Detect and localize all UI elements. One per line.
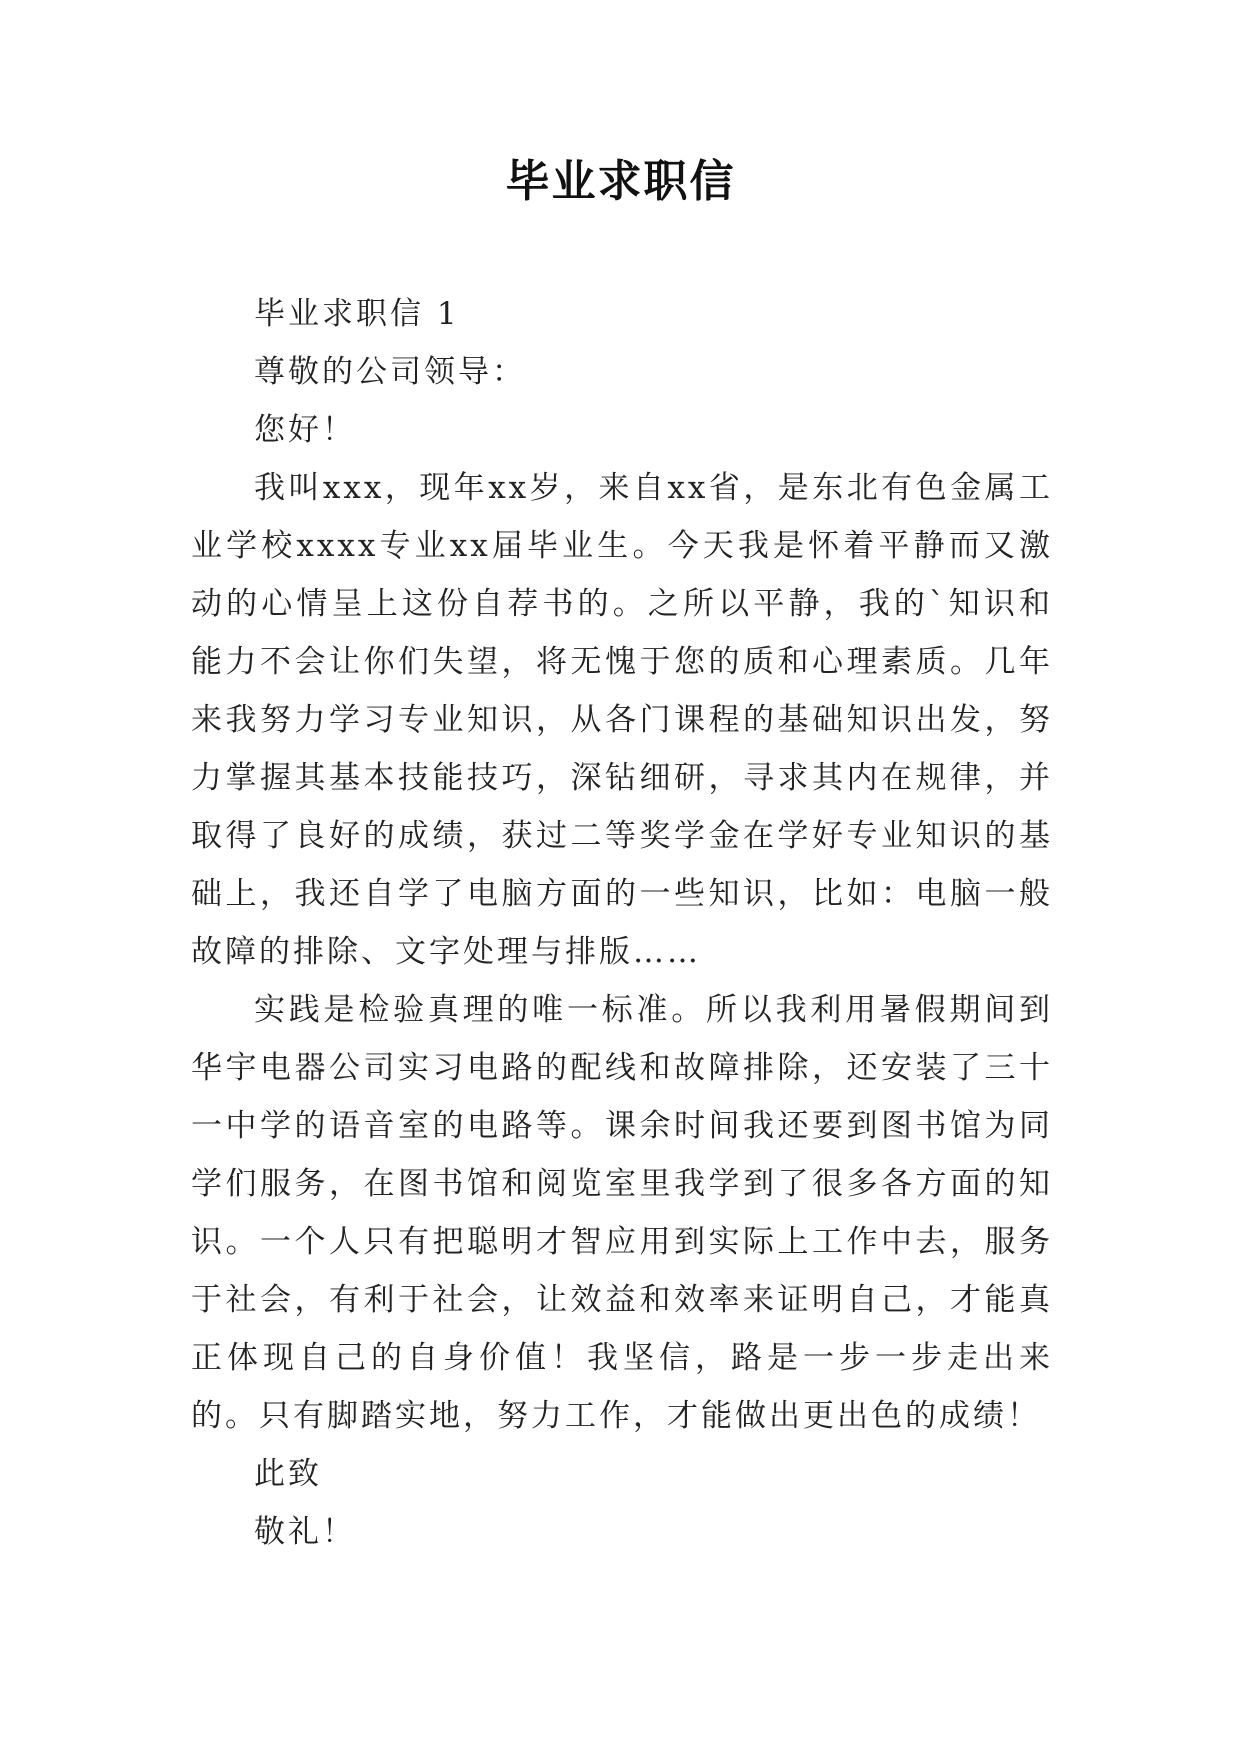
greeting: 您好！ — [254, 412, 356, 448]
document-title: 毕业求职信 — [505, 156, 736, 207]
letter-body — [191, 285, 1053, 1561]
paragraph-introduction: 我叫xxx，现年xx岁，来自xx省，是东北有色金属工业学校xxxx专业xx届毕业生。今天我是怀着平静而又激动的心情呈上这份自荐书的。之所以平静，我的`知识和能力不会让你们失望，将无愧于您的质和心理素质。几年来我努力学习专业知识，从各门课程的基础知识出发，努力掌握其基本技能技巧，深钻细研，寻求其内在规律，并取得了良好的成绩，获过二等奖学金在学好专业知识的基础上，我还自学了电脑方面的一些知识，比如：电脑一般故障的排除、文字处理与排版…… — [191, 470, 1053, 970]
paragraph-practice: 实践是检验真理的唯一标准。所以我利用暑假期间到华宇电器公司实习电路的配线和故障排除，还安装了三十一中学的语音室的电路等。课余时间我还要到图书馆为同学们服务，在图书馆和阅览室里我学到了很多各方面的知识。一个人只有把聪明才智应用到实际上工作中去，服务于社会，有利于社会，让效益和效率来证明自己，才能真正体现自己的自身价值！我坚信，路是一步一步走出来的。只有脚踏实地，努力工作，才能做出更出色的成绩！ — [191, 992, 1053, 1434]
closing-line-1: 此致 — [254, 1456, 322, 1492]
salutation: 尊敬的公司领导： — [254, 354, 526, 390]
closing-line-2: 敬礼！ — [254, 1514, 356, 1550]
letter-heading: 毕业求职信 1 — [254, 296, 460, 332]
